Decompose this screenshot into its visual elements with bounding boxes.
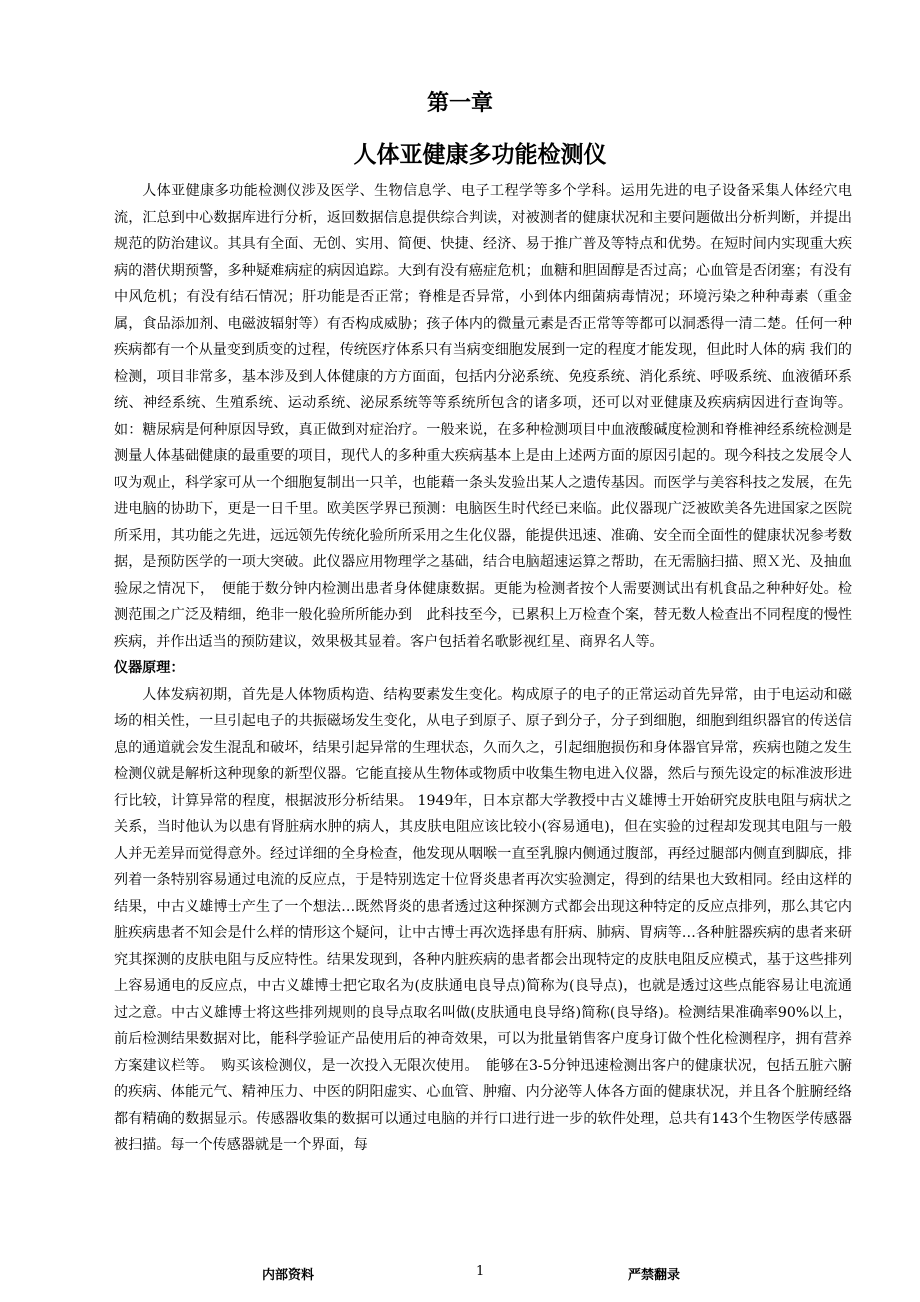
section-heading: 仪器原理： — [114, 660, 185, 676]
chapter-heading: 第一章 — [426, 91, 493, 116]
document-title: 人体亚健康多功能检测仪 — [353, 142, 607, 168]
footer-no-copy-label: 严禁翻录 — [628, 1268, 681, 1283]
footer-internal-label: 内部资料 — [262, 1268, 315, 1283]
document-body — [114, 178, 852, 1159]
footer-page-number: 1 — [476, 1264, 485, 1279]
intro-paragraph: 人体亚健康多功能检测仪涉及医学、生物信息学、电子工程学等多个学科。运用先进的电子设备采集人体经穴电流，汇总到中心数据库进行分析，返回数据信息提供综合判读，对被测者的健康状况和主要问题做出分析判断，并提出规范的防治建议。其具有全面、无创、实用、简便、快捷、经济、易于推广普及等特点和优势。在短时间内实现重大疾病的潜伏期预警，多种疑难病症的病因追踪。大到有没有癌症危机；血糖和胆固醇是否过高；心血管是否闭塞；有没有中风危机；有没有结石情况；肝功能是否正常；脊椎是否异常，小到体内细菌病毒情况；环境污染之种种毒素（重金属，食品添加剂、电磁波辐射等）有否构成威胁；孩子体内的微量元素是否正常等等都可以洞悉得一清二楚。任何一种疾病都有一个从量变到质变的过程，传统医疗体系只有当病变细胞发展到一定的程度才能发现，但此时人体的病 我们的检测，项目非常多，基本涉及到人体健康的方方面面，包括内分泌系统、免疫系统、消化系统、呼吸系统、血液循环系统、神经系统、生殖系统、运动系统、泌尿系统等等系统所包含的诸多项，还可以对亚健康及疾病病因进行查询等。如：糖尿病是何种原因导致，真正做到对症治疗。一般来说，在多种检测项目中血液酸碱度检测和脊椎神经系统检测是测量人体基础健康的最重要的项目，现代人的多种重大疾病基本上是由上述两方面的原因引起的。现今科技之发展令人叹为观止，科学家可从一个细胞复制出一只羊，也能藉一条头发验出某人之遗传基因。而医学与美容科技之发展，在先进电脑的协助下，更是一日千里。欧美医学界已预测：电脑医生时代经已来临。此仪器现广泛被欧美各先进国家之医院所采用，其功能之先进，远远领先传统化验所所采用之生化仪器，能提供迅速、准确、安全而全面性的健康状况参考数据，是预防医学的一项大突破。此仪器应用物理学之基础，结合电脑超速运算之帮助，在无需脑扫描、照Ｘ光、及抽血验尿之情况下， 便能于数分钟内检测出患者身体健康数据。更能为检测者按个人需要测试出有机食品之种种好处。检测范围之广泛及精细，绝非一般化验所所能办到 此科技至今，已累积上万检查个案，替无数人检查出不同程度的慢性疾病，并作出适当的预防建议，效果极其显着。客户包括着名歌影视红星、商界名人等。 — [114, 183, 852, 650]
page-footer — [0, 1264, 920, 1288]
principle-paragraph: 人体发病初期，首先是人体物质构造、结构要素发生变化。构成原子的电子的正常运动首先异常，由于电运动和磁场的相关性，一旦引起电子的共振磁场发生变化，从电子到原子、原子到分子，分子到细胞，细胞到组织器官的传送信息的通道就会发生混乱和破坏，结果引起异常的生理状态，久而久之，引起细胞损伤和身体器官异常，疾病也随之发生 检测仪就是解析这种现象的新型仪器。它能直接从生物体或物质中收集生物电进入仪器，然后与预先设定的标准波形进行比较，计算异常的程度，根据波形分析结果。 1949年，日本京都大学教授中古义雄博士开始研究皮肤电阻与病状之关系，当时他认为以患有肾脏病水肿的病人，其皮肤电阻应该比较小(容易通电)，但在实验的过程却发现其电阻与一般人并无差异而觉得意外。经过详细的全身检查，他发现从咽喉一直至乳腺内侧通过腹部，再经过腿部内侧直到脚底，排列着一条特别容易通过电流的反应点，于是特别选定十位肾炎患者再次实验测定，得到的结果也大致相同。经由这样的结果，中古义雄博士产生了一个想法…既然肾炎的患者透过这种探测方式都会出现这种特定的反应点排列，那么其它内脏疾病患者不知会是什么样的情形这个疑问，让中古博士再次选择患有肝病、肺病、胃病等…各种脏器疾病的患者来研究其探测的皮肤电阻与反应特性。结果发现到，各种内脏疾病的患者都会出现特定的皮肤电阻反应模式，基于这些排列上容易通电的反应点，中古义雄博士把它取名为(皮肤通电良导点)简称为(良导点)，也就是透过这些点能容易让电流通过之意。中古义雄博士将这些排列规则的良导点取名叫做(皮肤通电良导络)简称(良导络)。检测结果准确率90%以上，前后检测结果数据对比，能科学验证产品使用后的神奇效果，可以为批量销售客户度身订做个性化检测程序，拥有营养方案建议栏等。 购买该检测仪，是一次投入无限次使用。 能够在3-5分钟迅速检测出客户的健康状况，包括五脏六腑的疾病、体能元气、精神压力、中医的阴阳虚实、心血管、肿瘤、内分泌等人体各方面的健康状况，并且各个脏腑经络都有精确的数据显示。传感器收集的数据可以通过电脑的并行口进行进一步的软件处理，总共有143个生物医学传感器被扫描。每一个传感器就是一个界面，每 — [114, 686, 852, 1153]
